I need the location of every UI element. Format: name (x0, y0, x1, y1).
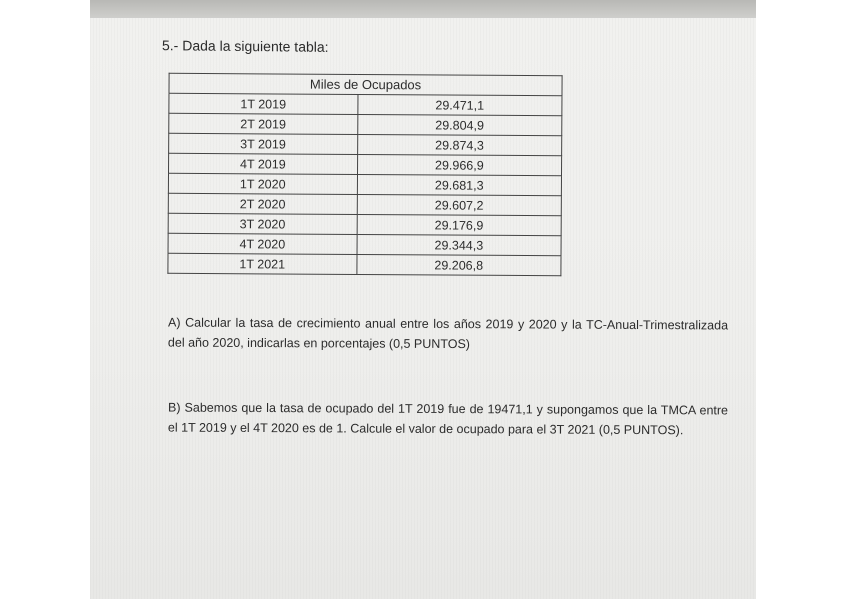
value-cell: 29.874,3 (357, 134, 561, 155)
value-cell: 29.804,9 (357, 114, 561, 135)
monitor-bezel (90, 0, 756, 18)
value-cell: 29.176,9 (357, 214, 561, 235)
period-cell: 4T 2020 (168, 233, 357, 254)
value-cell: 29.966,9 (357, 154, 561, 175)
value-cell: 29.681,3 (357, 174, 561, 195)
employment-table (167, 73, 562, 276)
table-body (168, 93, 562, 275)
period-cell: 2T 2019 (169, 113, 358, 134)
value-cell: 29.471,1 (357, 94, 561, 115)
table-row (169, 133, 562, 155)
table-row (168, 193, 561, 215)
value-cell: 29.344,3 (357, 234, 561, 255)
period-cell: 1T 2020 (168, 173, 357, 194)
question-b-text: B) Sabemos que la tasa de ocupado del 1T 2019 fue de 19471,1 y supongamos que la TMCA entre el 1T 2019 y el 4T 2020 es de 1. Calcule el valor de ocupado para el 3T 2021 (0,5 PUNTOS). (167, 400, 729, 438)
value-cell: 29.206,8 (357, 254, 561, 275)
table-row (168, 233, 561, 255)
table-row (169, 93, 562, 115)
period-cell: 3T 2020 (168, 213, 357, 234)
table-header-row (169, 73, 562, 95)
table-row (169, 113, 562, 135)
table-row (168, 173, 561, 195)
document-page (90, 18, 756, 599)
monitor-screen (90, 0, 756, 599)
table-row (168, 253, 561, 275)
table-row (168, 213, 561, 235)
period-cell: 1T 2019 (169, 93, 358, 114)
period-cell: 3T 2019 (169, 133, 358, 154)
value-cell: 29.607,2 (357, 194, 561, 215)
question-a-text: A) Calcular la tasa de crecimiento anual entre los años 2019 y 2020 y la TC-Anual-Trimestralizada del año 2020, indicarlas en porcentajes (0,5 PUNTOS) (167, 315, 729, 352)
period-cell: 1T 2021 (168, 253, 357, 274)
table-row (169, 153, 562, 175)
period-cell: 2T 2020 (168, 193, 357, 214)
period-cell: 4T 2019 (169, 153, 358, 174)
table-header: Miles de Ocupados (169, 73, 562, 95)
exercise-heading: 5.- Dada la siguiente tabla: (162, 37, 329, 55)
